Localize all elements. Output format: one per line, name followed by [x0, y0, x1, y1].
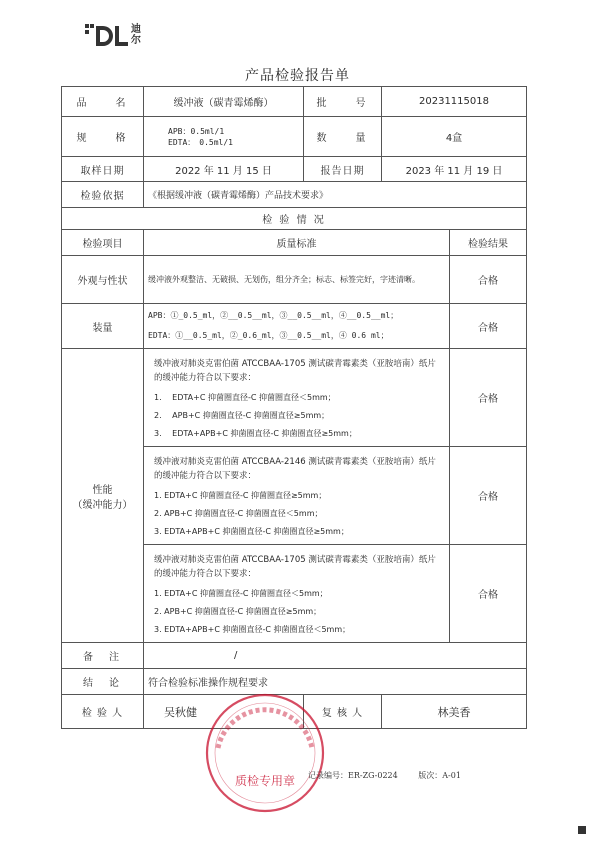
result-loading: 合格: [450, 304, 527, 349]
inspection-table: [61, 86, 527, 729]
row-appearance: [62, 256, 527, 304]
label-quantity: 数 量: [304, 117, 382, 157]
performance-block-3-item-2: 2. APB+C 抑菌圈直径-C 抑菌圈直径≥5mm；: [154, 606, 322, 616]
performance-block-3-desc: 缓冲液对肺炎克雷伯菌 ATCCBAA-1705 测试碳青霉素类（亚胺培南）纸片的缓冲能力符合以下要求：: [154, 554, 436, 579]
row-dates: [62, 157, 527, 182]
standard-appearance: 缓冲液外观整洁、无破损、无划伤，组分齐全；标志、标签完好，字迹清晰。: [144, 256, 450, 304]
value-conclusion: 符合检验标准操作规程要求: [144, 669, 527, 695]
label-basis: 检验依据: [62, 182, 144, 208]
row-column-headers: [62, 230, 527, 256]
dl-logo-icon: [85, 22, 129, 48]
performance-block-3-item-3: 3. EDTA+APB+C 抑菌圈直径-C 抑菌圈直径＜5mm；: [154, 624, 351, 634]
performance-block-2-item-3: 3. EDTA+APB+C 抑菌圈直径-C 抑菌圈直径≥5mm；: [154, 526, 349, 536]
value-quantity: 4盒: [382, 117, 527, 157]
label-inspector: 检 验 人: [62, 695, 144, 729]
performance-block-2: [144, 447, 450, 545]
version-number: 版次：A-01: [418, 771, 461, 780]
result-appearance: 合格: [450, 256, 527, 304]
inspection-seal: [200, 688, 330, 818]
performance-block-1: [144, 349, 450, 447]
label-performance-line-1: 性能: [92, 484, 113, 496]
column-header-item: 检验项目: [62, 230, 144, 256]
section-header: 检 验 情 况: [62, 208, 527, 230]
signature-inspector: 吴秋健: [144, 695, 304, 729]
performance-block-1-desc: 缓冲液对肺炎克雷伯菌 ATCCBAA-1705 测试碳青霉素类（亚胺培南）纸片的缓冲能力符合以下要求：: [154, 358, 436, 383]
value-basis: 《根据缓冲液（碳青霉烯酶）产品技术要求》: [144, 182, 527, 208]
row-product-name: [62, 87, 527, 117]
performance-block-1-item-3: 3. EDTA+APB+C 抑菌圈直径-C 抑菌圈直径≥5mm；: [154, 428, 357, 438]
seal-text: 质检专用章: [234, 774, 296, 788]
record-number: 记录编号：ER-ZG-0224: [308, 771, 398, 780]
spec-line-1: APB：0.5ml/1: [168, 126, 225, 136]
row-performance-1: [62, 349, 527, 447]
label-report-date: 报告日期: [304, 157, 382, 182]
label-reviewer: 复 核 人: [304, 695, 382, 729]
loading-line-1: APB：①_0.5_ml，②__0.5__ml，③__0.5__ml，④__0.5__ml；: [148, 311, 399, 320]
label-spec: 规 格: [62, 117, 144, 157]
performance-block-3-item-1: 1. EDTA+C 抑菌圈直径-C 抑菌圈直径＜5mm；: [154, 588, 328, 598]
label-remarks: 备 注: [62, 643, 144, 669]
label-performance-line-2: （缓冲能力）: [72, 499, 133, 511]
row-section-header: [62, 208, 527, 230]
label-loading: 装量: [62, 304, 144, 349]
performance-block-1-item-2: 2. APB+C 抑菌圈直径-C 抑菌圈直径≥5mm；: [154, 410, 330, 420]
company-logo: [85, 22, 141, 48]
label-product-name: 品 名: [62, 87, 144, 117]
result-performance-1: 合格: [450, 349, 527, 447]
corner-mark-icon: [578, 826, 586, 834]
logo-cn-top: 迪: [131, 24, 141, 35]
row-spec: [62, 117, 527, 157]
label-performance: [62, 349, 144, 643]
column-header-result: 检验结果: [450, 230, 527, 256]
result-performance-2: 合格: [450, 447, 527, 545]
footer: [308, 770, 461, 781]
value-batch: 20231115018: [382, 87, 527, 117]
label-appearance: 外观与性状: [62, 256, 144, 304]
row-loading: [62, 304, 527, 349]
performance-block-2-item-1: 1. EDTA+C 抑菌圈直径-C 抑菌圈直径≥5mm；: [154, 490, 327, 500]
label-sample-date: 取样日期: [62, 157, 144, 182]
column-header-standard: 质量标准: [144, 230, 450, 256]
value-remarks: /: [144, 643, 527, 669]
performance-block-2-desc: 缓冲液对肺炎克雷伯菌 ATCCBAA-2146 测试碳青霉素类（亚胺培南）纸片的缓冲能力符合以下要求：: [154, 456, 436, 481]
signature-reviewer: 林美香: [382, 695, 527, 729]
row-basis: [62, 182, 527, 208]
logo-chinese: [131, 24, 141, 46]
document-title: 产品检验报告单: [245, 68, 350, 84]
value-report-date: 2023 年 11 月 19 日: [382, 157, 527, 182]
label-batch: 批 号: [304, 87, 382, 117]
result-performance-3: 合格: [450, 545, 527, 643]
label-conclusion: 结 论: [62, 669, 144, 695]
logo-cn-bottom: 尔: [131, 35, 141, 46]
value-sample-date: 2022 年 11 月 15 日: [144, 157, 304, 182]
row-remarks: [62, 643, 527, 669]
value-product-name: 缓冲液（碳青霉烯酶）: [144, 87, 304, 117]
performance-block-2-item-2: 2. APB+C 抑菌圈直径-C 抑菌圈直径＜5mm；: [154, 508, 323, 518]
performance-block-1-item-1: 1. EDTA+C 抑菌圈直径-C 抑菌圈直径＜5mm；: [154, 392, 336, 402]
performance-block-3: [144, 545, 450, 643]
spec-line-2: EDTA： 0.5ml/1: [168, 137, 233, 147]
loading-line-2: EDTA：①__0.5_ml，②_0.6_ml，③__0.5__ml，④ 0.6 ml；: [148, 331, 389, 340]
